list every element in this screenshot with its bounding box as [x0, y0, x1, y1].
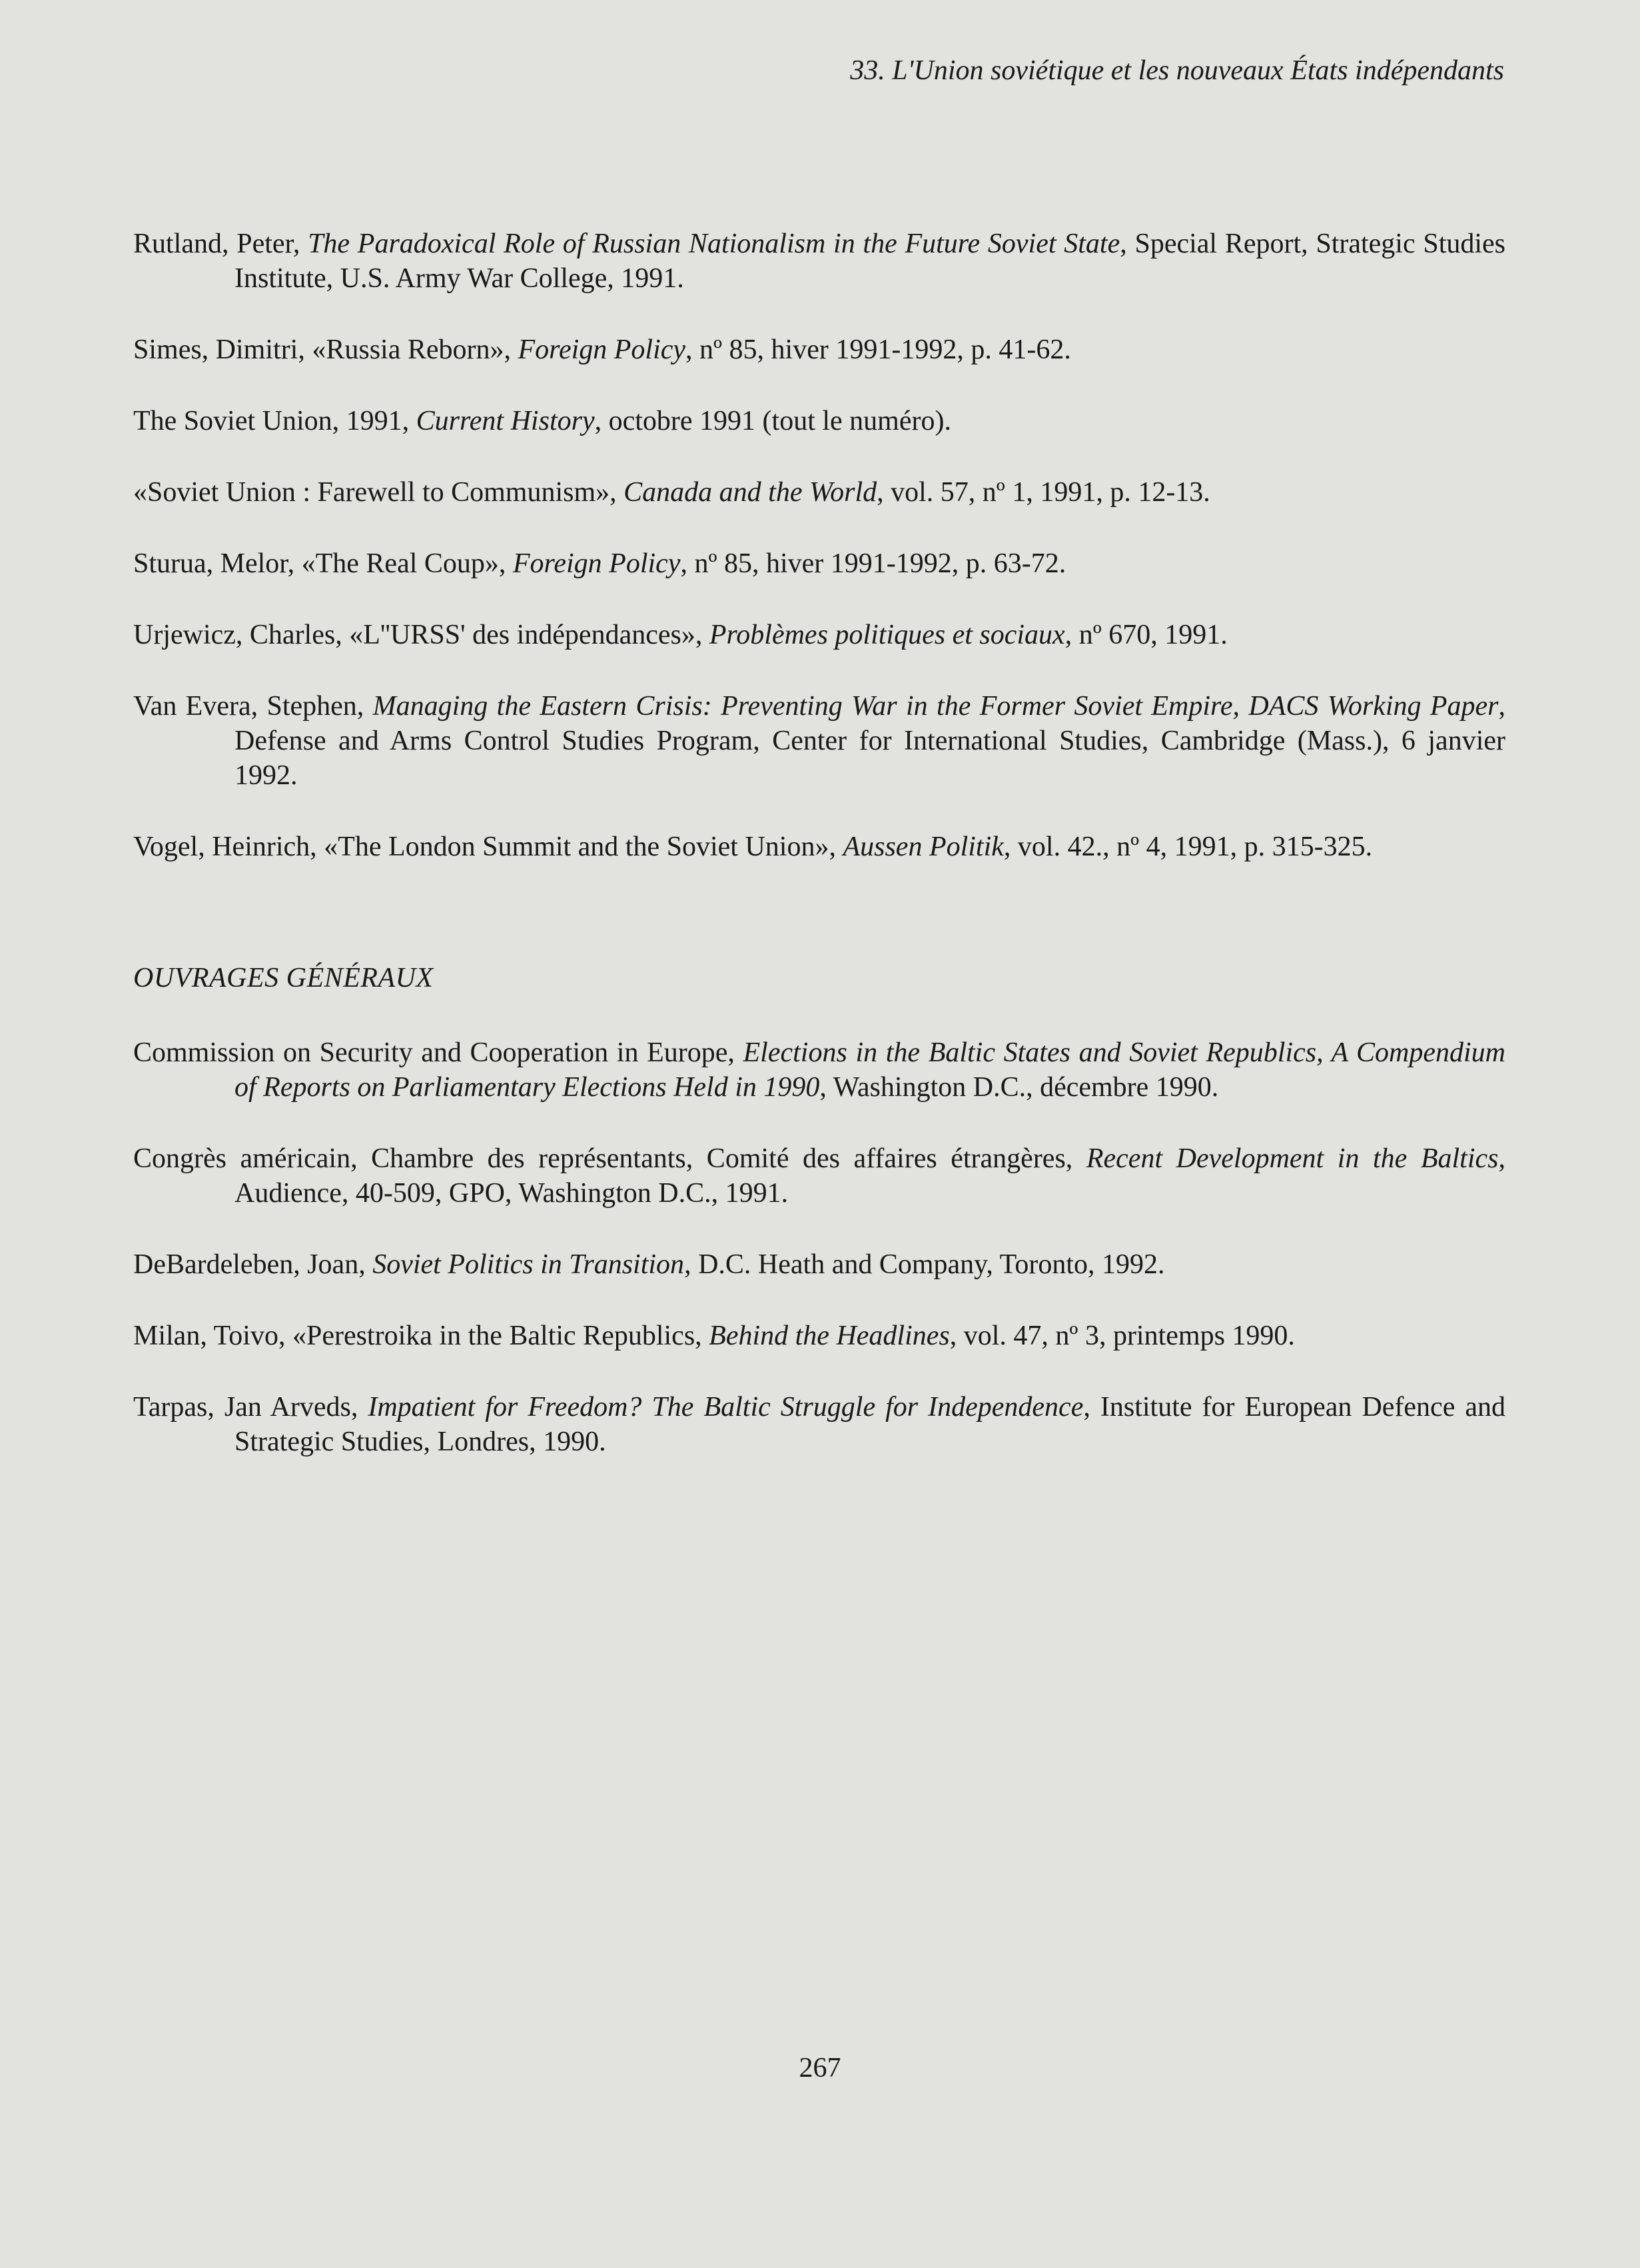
- reference-title: Managing the Eastern Crisis: Preventing War in the Former Soviet Empire, DACS Working Paper: [372, 691, 1499, 722]
- bibliography: [133, 227, 1505, 1496]
- reference-entry: [133, 689, 1505, 793]
- reference-entry: [133, 1035, 1505, 1105]
- reference-lead: Congrès américain, Chambre des représentants, Comité des affaires étrangères,: [133, 1143, 1086, 1174]
- reference-lead: Van Evera, Stephen,: [133, 691, 373, 722]
- reference-details: , vol. 42., nº 4, 1991, p. 315-325.: [1003, 832, 1373, 862]
- reference-title: Soviet Politics in Transition: [372, 1249, 685, 1280]
- reference-entry: [133, 475, 1505, 510]
- reference-title: Recent Development in the Baltics: [1086, 1143, 1499, 1174]
- reference-details: , Special Report, Strategic Studies Institute, U.S. Army War College, 1991.: [234, 229, 1506, 294]
- reference-details: , D.C. Heath and Company, Toronto, 1992.: [684, 1249, 1165, 1280]
- reference-entry: [133, 1390, 1505, 1459]
- reference-entry: [133, 618, 1505, 652]
- reference-entry: [133, 404, 1505, 438]
- reference-title: Canada and the World: [623, 477, 877, 508]
- reference-entry: [133, 1319, 1505, 1353]
- reference-lead: Milan, Toivo, «Perestroika in the Baltic Republics,: [133, 1321, 709, 1351]
- running-header: 33. L'Union soviétique et les nouveaux États indépendants: [850, 55, 1504, 86]
- reference-details: , vol. 57, nº 1, 1991, p. 12-13.: [877, 477, 1210, 508]
- reference-entry: [133, 1247, 1505, 1282]
- reference-lead: Rutland, Peter,: [133, 229, 308, 259]
- reference-details: , Institute for European Defence and Strategic Studies, Londres, 1990.: [234, 1392, 1505, 1457]
- page-number: 267: [799, 2053, 841, 2083]
- reference-lead: Urjewicz, Charles, «L''URSS' des indépendances»,: [133, 620, 709, 650]
- reference-title: The Paradoxical Role of Russian Nationalism in the Future Soviet State: [308, 229, 1120, 259]
- reference-details: , Washington D.C., décembre 1990.: [819, 1072, 1219, 1103]
- reference-details: , octobre 1991 (tout le numéro).: [594, 406, 951, 436]
- reference-entry: [133, 1141, 1505, 1211]
- reference-lead: The Soviet Union, 1991,: [133, 406, 416, 436]
- reference-title: Aussen Politik: [843, 832, 1004, 862]
- reference-lead: Vogel, Heinrich, «The London Summit and the Soviet Union»,: [133, 832, 843, 862]
- reference-title: Impatient for Freedom? The Baltic Struggle for Independence: [368, 1392, 1084, 1422]
- reference-lead: Commission on Security and Cooperation in Europe,: [133, 1037, 743, 1068]
- reference-entry: [133, 546, 1505, 581]
- reference-entry: [133, 830, 1505, 864]
- reference-entry: [133, 332, 1505, 367]
- reference-entry: [133, 227, 1505, 296]
- reference-details: , nº 85, hiver 1991-1992, p. 63-72.: [680, 548, 1066, 579]
- reference-lead: Simes, Dimitri, «Russia Reborn»,: [133, 334, 518, 365]
- reference-lead: Sturua, Melor, «The Real Coup»,: [133, 548, 513, 579]
- reference-details: , nº 85, hiver 1991-1992, p. 41-62.: [685, 334, 1071, 365]
- reference-title: Problèmes politiques et sociaux: [709, 620, 1065, 650]
- reference-details: , Audience, 40-509, GPO, Washington D.C., 1991.: [234, 1143, 1506, 1209]
- reference-title: Foreign Policy: [518, 334, 686, 365]
- reference-title: Current History: [416, 406, 595, 436]
- reference-title: Foreign Policy: [512, 548, 681, 579]
- reference-details: , nº 670, 1991.: [1064, 620, 1228, 650]
- section-heading: OUVRAGES GÉNÉRAUX: [133, 963, 434, 993]
- reference-details: , vol. 47, nº 3, printemps 1990.: [949, 1321, 1295, 1351]
- reference-lead: Tarpas, Jan Arveds,: [133, 1392, 368, 1422]
- reference-lead: DeBardeleben, Joan,: [133, 1249, 373, 1280]
- reference-title: Behind the Headlines: [709, 1321, 950, 1351]
- reference-details: , Defense and Arms Control Studies Program, Center for International Studies, Cambridge (Mass.), 6 janvier 1992.: [234, 691, 1505, 791]
- reference-lead: «Soviet Union : Farewell to Communism»,: [133, 477, 624, 508]
- reference-title: Elections in the Baltic States and Soviet Republics, A Compendium of Reports on Parliamentary Elections Held in 1990: [234, 1037, 1506, 1103]
